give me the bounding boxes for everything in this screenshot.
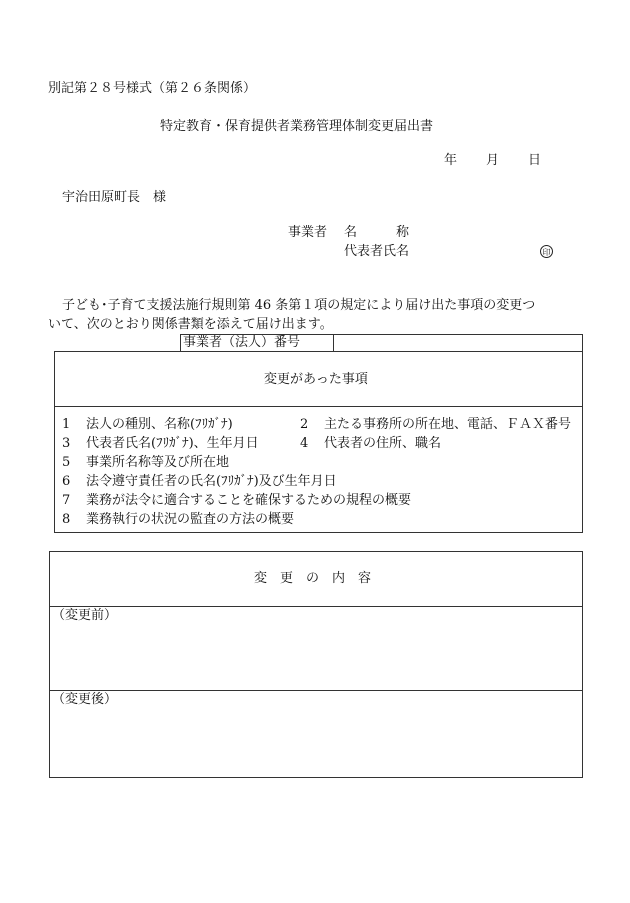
addressee: 宇治田原町長 様 [62,190,167,205]
date-year: 年 [444,153,458,168]
change-item-text: 法令遵守責任者の氏名(ﾌﾘｶﾞﾅ)及び生年月日 [86,474,337,489]
before-change-label: （変更前） [52,608,118,623]
change-item-no: 8 [62,512,71,527]
change-item-no: 5 [62,455,71,470]
change-items-heading: 変更があった事項 [264,372,368,387]
change-item-text: 代表者氏名(ﾌﾘｶﾞﾅ)、生年月日 [86,436,259,451]
change-item-text: 業務が法令に適合することを確保するための規程の概要 [86,493,412,508]
representative-name-label: 代表者氏名 [344,244,410,259]
date-month: 月 [486,153,500,168]
seal-mark: 印 [540,245,553,258]
change-item-no: 7 [62,493,71,508]
change-content-heading: 変 更 の 内 容 [254,571,372,586]
change-item-text: 業務執行の状況の監査の方法の概要 [86,512,295,527]
change-items-divider [54,406,583,407]
document-title: 特定教育・保育提供者業務管理体制変更届出書 [160,119,434,134]
change-item-no: 6 [62,474,71,489]
change-item-no: 1 [62,417,71,432]
change-content-divider-heading [49,606,583,607]
change-item-text: 法人の種別、名称(ﾌﾘｶﾞﾅ) [86,417,233,432]
date-day: 日 [528,153,542,168]
change-item-no: 4 [300,436,309,451]
change-item-text: 事業所名称等及び所在地 [86,455,230,470]
operator-number-label: 事業者（法人）番号 [183,335,301,350]
change-item-no: 2 [300,417,309,432]
change-item-text: 主たる事務所の所在地、電話、ＦＡＸ番号 [324,417,572,432]
intro-line-2: いて、次のとおり関係書類を添えて届け出ます。 [48,317,333,332]
intro-line-1: 子ども･子育て支援法施行規則第 46 条第１項の規定により届け出た事項の変更つ [62,298,536,313]
form-number: 別記第２８号様式（第２６条関係） [48,81,257,96]
change-item-text: 代表者の住所、職名 [324,436,442,451]
change-item-no: 3 [62,436,71,451]
change-content-divider-middle [49,690,583,691]
operator-number-divider [333,334,334,352]
applicant-label: 事業者 [288,225,328,240]
applicant-name-label: 名 称 [344,225,410,240]
after-change-label: （変更後） [52,692,118,707]
